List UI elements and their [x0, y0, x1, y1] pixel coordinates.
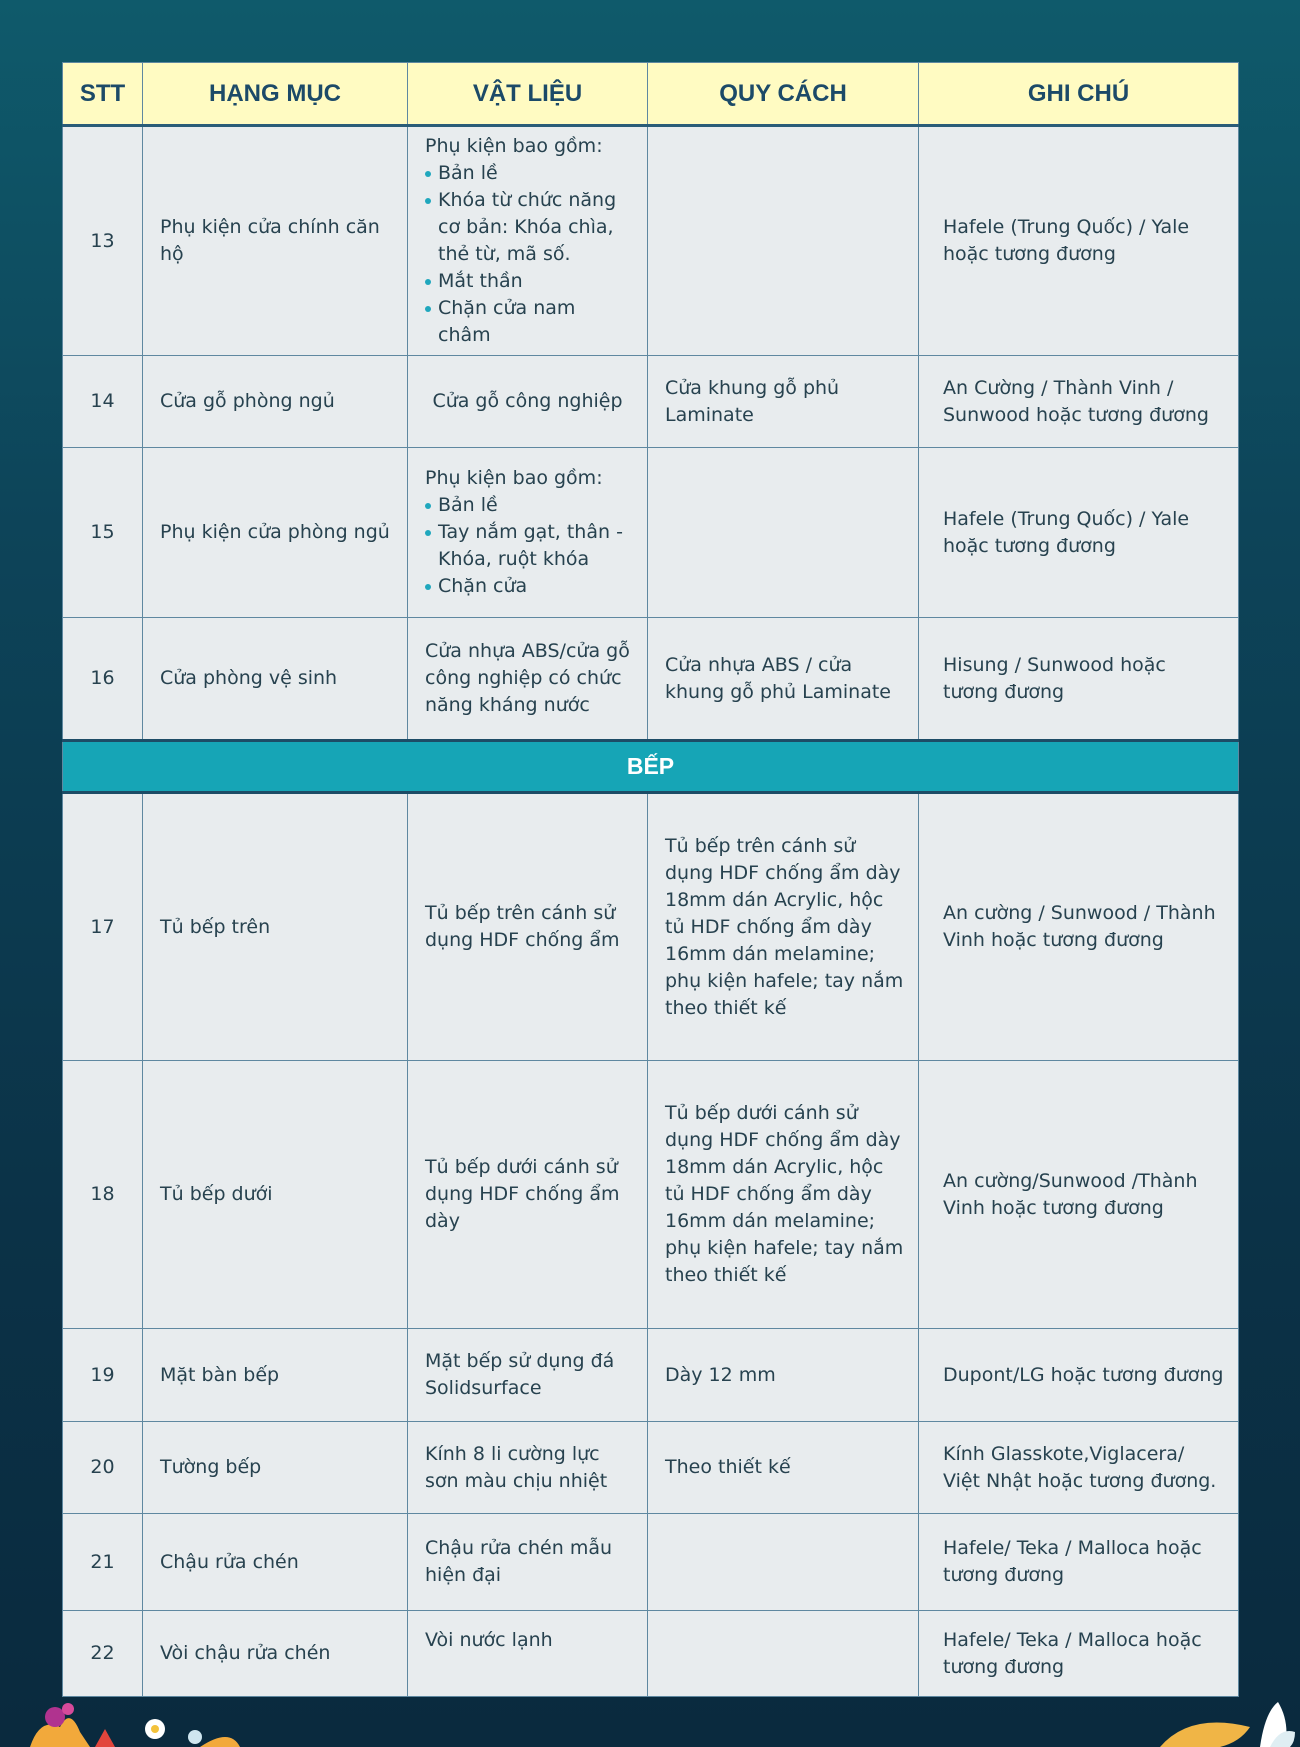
list-item: Khóa từ chức năng cơ bản: Khóa chìa, thẻ từ, mã số.: [425, 187, 633, 268]
row-stt: 16: [63, 618, 143, 741]
row-stt: 19: [63, 1329, 143, 1422]
row-ghi-chu: Hafele (Trung Quốc) / Yale hoặc tương đương: [919, 126, 1239, 356]
table-row: [63, 618, 1239, 741]
row-vat-lieu: Cửa nhựa ABS/cửa gỗ công nghiệp có chức năng kháng nước: [408, 618, 648, 741]
row-vat-lieu: Vòi nước lạnh: [408, 1611, 648, 1697]
row-vat-lieu: [408, 126, 648, 356]
row-quy-cach: [648, 126, 919, 356]
table-row: [63, 448, 1239, 618]
row-ghi-chu: Dupont/LG hoặc tương đương: [919, 1329, 1239, 1422]
row-hang-muc: Tủ bếp trên: [143, 793, 408, 1061]
row-vat-lieu: Cửa gỗ công nghiệp: [408, 356, 648, 448]
specification-table: [62, 62, 1239, 1697]
header-ghi-chu: GHI CHÚ: [919, 63, 1239, 126]
list-item: Bản lề: [425, 492, 633, 519]
vat-lieu-list: [425, 160, 633, 349]
table-row: [63, 793, 1239, 1061]
header-quy-cach: QUY CÁCH: [648, 63, 919, 126]
row-ghi-chu: An cường/Sunwood /Thành Vinh hoặc tương đương: [919, 1061, 1239, 1329]
row-vat-lieu: Tủ bếp dưới cánh sử dụng HDF chống ẩm dày: [408, 1061, 648, 1329]
row-quy-cach: [648, 448, 919, 618]
table-row: [63, 126, 1239, 356]
row-hang-muc: Chậu rửa chén: [143, 1514, 408, 1611]
leaf-decoration-right: [1100, 1687, 1300, 1747]
row-hang-muc: Tủ bếp dưới: [143, 1061, 408, 1329]
flower-decoration-left: [0, 1687, 240, 1747]
header-stt: STT: [63, 63, 143, 126]
row-quy-cach: [648, 1611, 919, 1697]
header-hang-muc: HẠNG MỤC: [143, 63, 408, 126]
row-ghi-chu: An Cường / Thành Vinh / Sunwood hoặc tương đương: [919, 356, 1239, 448]
list-item: Chặn cửa nam châm: [425, 295, 633, 349]
row-ghi-chu: Kính Glasskote,Viglacera/ Việt Nhật hoặc tương đương.: [919, 1422, 1239, 1514]
row-quy-cach: [648, 1514, 919, 1611]
table-row: [63, 1611, 1239, 1697]
row-ghi-chu: Hafele/ Teka / Malloca hoặc tương đương: [919, 1611, 1239, 1697]
vat-lieu-list: [425, 492, 633, 600]
row-hang-muc: Cửa gỗ phòng ngủ: [143, 356, 408, 448]
list-item: Bản lề: [425, 160, 633, 187]
row-quy-cach: Cửa nhựa ABS / cửa khung gỗ phủ Laminate: [648, 618, 919, 741]
header-vat-lieu: VẬT LIỆU: [408, 63, 648, 126]
table-row: [63, 356, 1239, 448]
table-header-row: [63, 63, 1239, 126]
row-quy-cach: Theo thiết kế: [648, 1422, 919, 1514]
list-item: Chặn cửa: [425, 573, 633, 600]
row-stt: 15: [63, 448, 143, 618]
list-item: Tay nắm gạt, thân - Khóa, ruột khóa: [425, 519, 633, 573]
row-hang-muc: Mặt bàn bếp: [143, 1329, 408, 1422]
row-stt: 18: [63, 1061, 143, 1329]
list-item: Mắt thần: [425, 268, 633, 295]
row-quy-cach: Cửa khung gỗ phủ Laminate: [648, 356, 919, 448]
row-stt: 20: [63, 1422, 143, 1514]
row-ghi-chu: Hisung / Sunwood hoặc tương đương: [919, 618, 1239, 741]
section-row-bep: [63, 741, 1239, 793]
row-vat-lieu: Kính 8 li cường lực sơn màu chịu nhiệt: [408, 1422, 648, 1514]
row-stt: 13: [63, 126, 143, 356]
table-row: [63, 1514, 1239, 1611]
row-stt: 21: [63, 1514, 143, 1611]
table-row: [63, 1329, 1239, 1422]
vat-lieu-intro: Phụ kiện bao gồm:: [425, 467, 603, 489]
row-ghi-chu: Hafele/ Teka / Malloca hoặc tương đương: [919, 1514, 1239, 1611]
row-quy-cach: Dày 12 mm: [648, 1329, 919, 1422]
row-hang-muc: Phụ kiện cửa phòng ngủ: [143, 448, 408, 618]
table-row: [63, 1061, 1239, 1329]
section-title: BẾP: [63, 741, 1239, 793]
row-hang-muc: Cửa phòng vệ sinh: [143, 618, 408, 741]
row-vat-lieu: Mặt bếp sử dụng đá Solidsurface: [408, 1329, 648, 1422]
row-hang-muc: Vòi chậu rửa chén: [143, 1611, 408, 1697]
row-quy-cach: Tủ bếp trên cánh sử dụng HDF chống ẩm dày 18mm dán Acrylic, hộc tủ HDF chống ẩm dày 16mm dán melamine; phụ kiện hafele; tay nắm theo thiết kế: [648, 793, 919, 1061]
row-ghi-chu: An cường / Sunwood / Thành Vinh hoặc tương đương: [919, 793, 1239, 1061]
table-row: [63, 1422, 1239, 1514]
vat-lieu-intro: Phụ kiện bao gồm:: [425, 135, 603, 157]
row-stt: 17: [63, 793, 143, 1061]
row-quy-cach: Tủ bếp dưới cánh sử dụng HDF chống ẩm dày 18mm dán Acrylic, hộc tủ HDF chống ẩm dày 16mm dán melamine; phụ kiện hafele; tay nắm theo thiết kế: [648, 1061, 919, 1329]
row-vat-lieu: Chậu rửa chén mẫu hiện đại: [408, 1514, 648, 1611]
row-hang-muc: Tường bếp: [143, 1422, 408, 1514]
row-stt: 14: [63, 356, 143, 448]
row-vat-lieu: [408, 448, 648, 618]
row-vat-lieu: Tủ bếp trên cánh sử dụng HDF chống ẩm: [408, 793, 648, 1061]
row-ghi-chu: Hafele (Trung Quốc) / Yale hoặc tương đương: [919, 448, 1239, 618]
row-hang-muc: Phụ kiện cửa chính căn hộ: [143, 126, 408, 356]
row-stt: 22: [63, 1611, 143, 1697]
